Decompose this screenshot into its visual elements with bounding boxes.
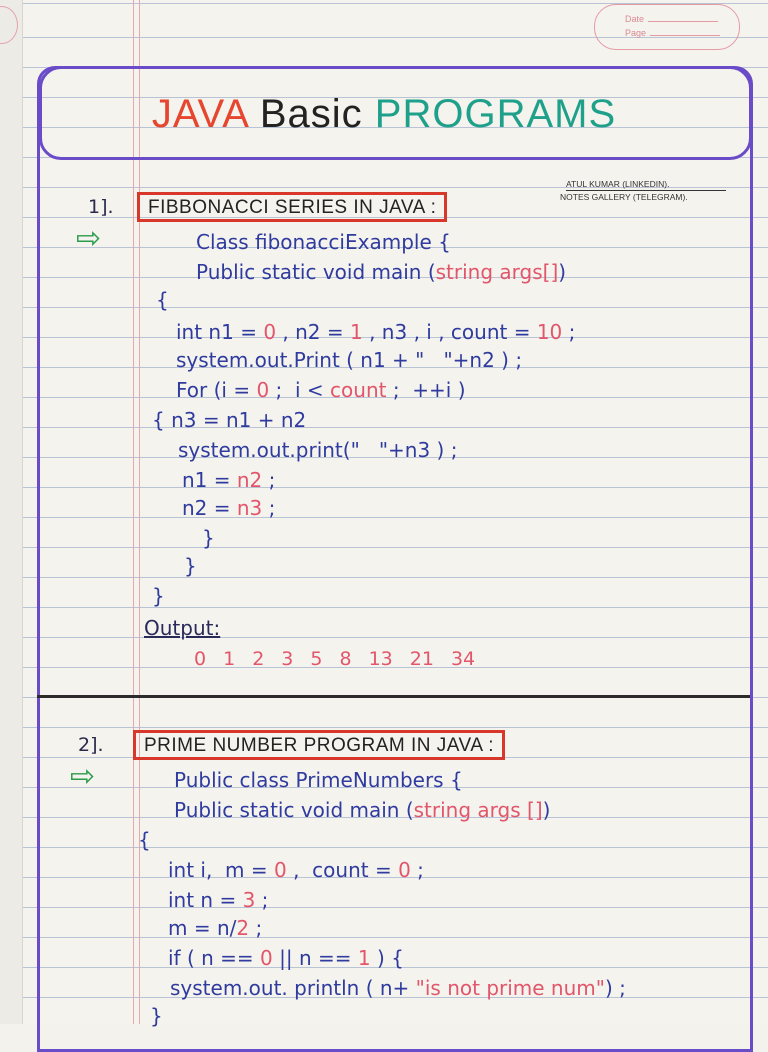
author-credit [560,178,726,203]
output-value: 2 [252,648,265,670]
code-line: n2 = n3 ; [182,496,276,520]
code-line: int i, m = 0 , count = 0 ; [168,858,424,882]
page-title [0,92,768,137]
code-line: system.out. println ( n+ "is not prime num") ; [170,976,626,1000]
output-value: 34 [450,648,476,670]
section-heading: PRIME NUMBER PROGRAM IN JAVA : [133,730,505,760]
code-line: Public static void main (string args []) [174,798,551,822]
date-label: Date [625,14,645,24]
title-basic: Basic [259,92,363,136]
page-label: Page [625,28,647,38]
output-value: 0 [194,648,207,670]
output-value: 21 [409,648,434,670]
credit-telegram: NOTES GALLERY (TELEGRAM). [560,192,688,202]
output-value: 8 [339,648,352,670]
code-line: { [156,288,169,312]
code-line: int n = 3 ; [168,888,269,912]
code-line: { n3 = n1 + n2 [152,408,307,432]
output-value: 3 [281,648,294,670]
code-line: For (i = 0 ; i < count ; ++i ) [176,378,466,402]
right-arrow-icon: ⇨ [76,221,102,256]
code-line: } [152,584,165,608]
output-sequence [194,648,492,670]
code-line: if ( n == 0 || n == 1 ) { [168,946,404,970]
code-line: } [202,526,215,550]
output-label: Output: [144,616,221,640]
output-value: 13 [368,648,393,670]
code-line: int n1 = 0 , n2 = 1 , n3 , i , count = 10 ; [176,320,576,344]
title-programs: PROGRAMS [374,92,617,136]
code-line: { [138,828,151,852]
code-line: n1 = n2 ; [182,468,276,492]
code-line: } [184,554,197,578]
section-heading: FIBBONACCI SERIES IN JAVA : [137,192,447,222]
code-line: Public class PrimeNumbers { [174,768,463,792]
code-line: m = n/2 ; [168,916,263,940]
code-line: } [150,1004,163,1028]
code-line: Public static void main (string args[]) [196,260,567,284]
page-edge [0,0,23,1024]
output-value: 5 [310,648,323,670]
credit-linkedin: ATUL KUMAR (LINKEDIN). [566,178,726,191]
code-line: system.out.Print ( n1 + " "+n2 ) ; [176,348,523,372]
right-arrow-icon: ⇨ [70,759,96,794]
code-line: Class fibonacciExample { [196,230,451,254]
section-divider [37,695,750,698]
section-number: 2]. [78,734,104,756]
title-java: JAVA [151,92,248,136]
section-number: 1]. [88,196,114,218]
output-value: 1 [223,648,236,670]
date-page-stamp [594,4,740,50]
code-line: system.out.print(" "+n3 ) ; [178,438,458,462]
